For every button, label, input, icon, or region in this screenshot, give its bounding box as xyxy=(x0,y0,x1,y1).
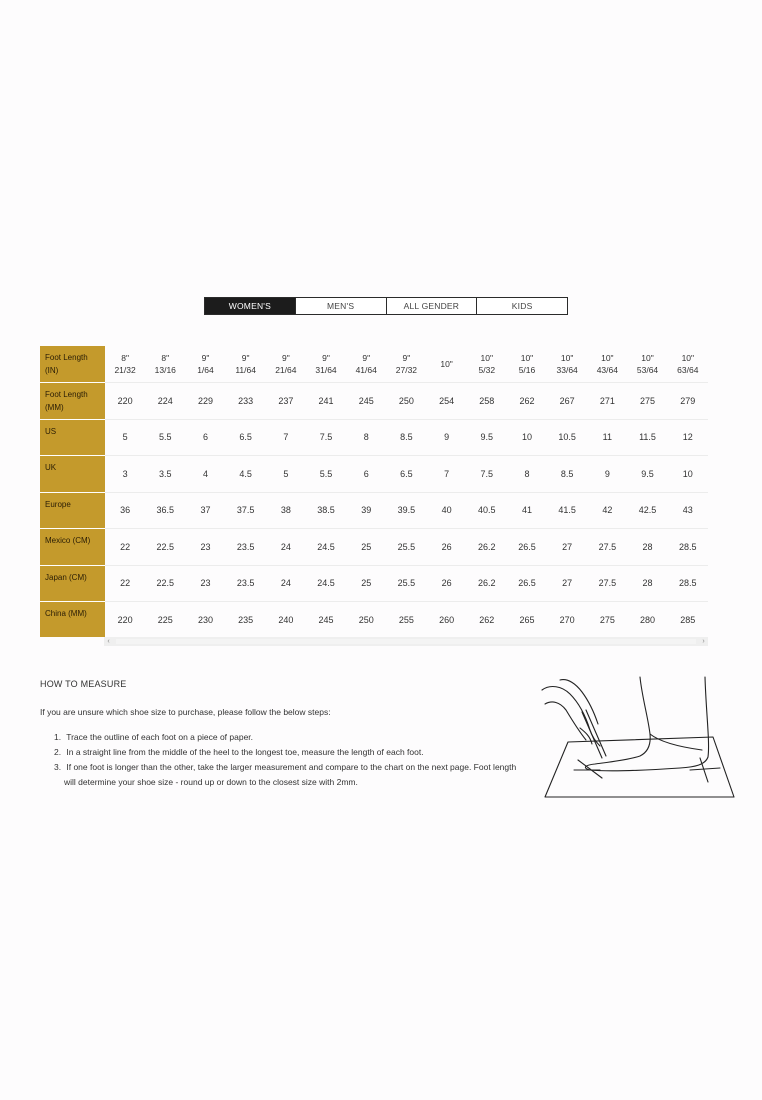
cell-value: 23 xyxy=(200,541,211,552)
table-cell xyxy=(547,419,587,456)
cell-value: 9.5 xyxy=(641,468,654,479)
table-cell xyxy=(185,492,225,529)
list-item: 3. If one foot is longer than the other, take the larger measurement and compare to the chart on the next page. Foot length will determine your shoe size - round up or down to the closest size with 2mm. xyxy=(54,762,517,787)
row-header: Mexico (CM) xyxy=(40,529,105,566)
cell-value: 10" xyxy=(480,353,494,363)
cell-value: 280 xyxy=(640,614,656,625)
table-cell xyxy=(145,492,185,529)
cell-value: 5 xyxy=(283,468,289,479)
cell-value: 27/32 xyxy=(395,365,418,375)
cell-value: 24.5 xyxy=(317,541,335,552)
table-cell xyxy=(547,565,587,602)
table-cell xyxy=(547,492,587,529)
table-cell xyxy=(668,565,708,602)
cell-value: 9" xyxy=(241,353,250,363)
cell-value: 9" xyxy=(281,353,290,363)
cell-value: 37 xyxy=(200,505,211,516)
table-cell xyxy=(145,565,185,602)
scroll-right-icon[interactable]: › xyxy=(702,638,705,645)
table-cell xyxy=(266,492,306,529)
cell-value: 265 xyxy=(519,614,535,625)
cell-value: 41/64 xyxy=(355,365,377,375)
table-cell xyxy=(386,602,426,638)
table-cell xyxy=(185,419,225,456)
table-cell xyxy=(266,456,306,493)
table-cell xyxy=(547,529,587,566)
cell-value: 26.2 xyxy=(478,541,496,552)
cell-value: 271 xyxy=(599,395,615,406)
table-cell xyxy=(306,602,346,638)
cell-value: 9 xyxy=(604,468,610,479)
table-cell xyxy=(105,565,145,602)
cell-value: 13/16 xyxy=(154,365,176,375)
cell-value: 24 xyxy=(280,578,291,589)
cell-value: 25 xyxy=(361,541,372,552)
table-cell xyxy=(627,419,667,456)
row-header: US xyxy=(40,419,105,456)
cell-value: 39.5 xyxy=(397,505,416,516)
table-cell xyxy=(467,529,507,566)
cell-value: 10.5 xyxy=(558,432,576,443)
cell-value: 8" xyxy=(121,353,129,363)
cell-value: 28.5 xyxy=(679,541,697,552)
table-cell xyxy=(105,529,145,566)
scroll-left-icon[interactable]: ‹ xyxy=(107,638,110,645)
cell-value: 41.5 xyxy=(558,505,576,516)
table-cell xyxy=(306,346,346,383)
table-row xyxy=(40,492,708,529)
cell-value: 8 xyxy=(524,468,530,479)
cell-value: 6.5 xyxy=(239,432,252,443)
table-cell xyxy=(427,602,467,638)
table-cell xyxy=(587,456,627,493)
cell-value: 5/16 xyxy=(518,365,536,375)
table-cell xyxy=(346,529,386,566)
size-chart-container[interactable] xyxy=(40,346,708,637)
cell-value: 254 xyxy=(439,395,455,406)
cell-value: 275 xyxy=(599,614,615,625)
cell-value: 27.5 xyxy=(598,541,617,552)
cell-value: 10" xyxy=(641,353,654,363)
table-cell xyxy=(105,602,145,638)
cell-value: 28 xyxy=(642,578,653,589)
cell-value: 6 xyxy=(363,468,369,479)
table-cell xyxy=(507,383,547,420)
cell-value: 11.5 xyxy=(639,432,656,443)
cell-value: 22.5 xyxy=(156,578,175,589)
table-cell xyxy=(306,456,346,493)
table-cell xyxy=(587,529,627,566)
tab-all-gender[interactable]: ALL GENDER xyxy=(386,298,477,314)
cell-value: 5.5 xyxy=(159,432,172,443)
table-cell xyxy=(185,383,225,420)
cell-value: 27 xyxy=(562,578,573,589)
cell-value: 10" xyxy=(681,353,695,363)
table-cell xyxy=(306,529,346,566)
cell-value: 279 xyxy=(680,395,696,406)
table-row xyxy=(40,529,708,566)
cell-value: 28.5 xyxy=(679,578,697,589)
table-cell xyxy=(668,492,708,529)
cell-value: 225 xyxy=(157,614,173,625)
table-cell xyxy=(185,346,225,383)
list-item: 1. Trace the outline of each foot on a piece of paper. xyxy=(54,732,254,742)
cell-value: 37.5 xyxy=(236,505,255,516)
table-cell xyxy=(668,346,708,383)
cell-value: 23 xyxy=(200,578,211,589)
cell-value: 10 xyxy=(521,432,532,443)
cell-value: 21/64 xyxy=(275,365,297,375)
cell-value: 28 xyxy=(642,541,653,552)
table-cell xyxy=(105,346,145,383)
cell-value: 235 xyxy=(238,614,254,625)
table-cell xyxy=(668,529,708,566)
cell-value: 22 xyxy=(120,578,131,589)
cell-value: 33/64 xyxy=(556,365,578,375)
table-cell xyxy=(507,602,547,638)
table-cell xyxy=(386,492,426,529)
cell-value: 5 xyxy=(122,432,128,443)
cell-value: 230 xyxy=(197,614,213,625)
cell-value: 8 xyxy=(363,432,369,443)
table-cell xyxy=(266,383,306,420)
cell-value: 7 xyxy=(444,468,450,479)
cell-value: 5/32 xyxy=(478,365,496,375)
table-row xyxy=(40,383,708,420)
table-cell xyxy=(346,602,386,638)
table-row xyxy=(40,346,708,383)
table-cell xyxy=(386,529,426,566)
cell-value: 224 xyxy=(157,395,173,406)
table-row xyxy=(40,602,708,638)
table-cell xyxy=(185,602,225,638)
cell-value: 9.5 xyxy=(480,432,494,443)
cell-value: 245 xyxy=(318,614,334,625)
table-cell xyxy=(587,492,627,529)
cell-value: 9" xyxy=(322,353,330,363)
tab-kids[interactable]: KIDS xyxy=(476,298,567,314)
table-cell xyxy=(266,346,306,383)
scrollbar-track[interactable] xyxy=(116,639,696,644)
table-cell xyxy=(627,346,667,383)
table-cell xyxy=(507,419,547,456)
cell-value: 258 xyxy=(479,395,495,406)
cell-value: 8" xyxy=(161,353,170,363)
table-cell xyxy=(226,456,266,493)
cell-value: 267 xyxy=(559,395,575,406)
cell-value: 255 xyxy=(398,614,414,625)
table-cell xyxy=(427,346,467,383)
table-cell xyxy=(627,456,667,493)
cell-value: 40.5 xyxy=(478,505,496,516)
table-cell xyxy=(627,565,667,602)
table-cell xyxy=(145,419,185,456)
cell-value: 26 xyxy=(441,541,452,552)
cell-value: 24 xyxy=(280,541,291,552)
cell-value: 6 xyxy=(202,432,208,443)
table-cell xyxy=(105,456,145,493)
cell-value: 12 xyxy=(682,432,693,443)
cell-value: 241 xyxy=(318,395,334,406)
table-cell xyxy=(145,456,185,493)
cell-value: 43/64 xyxy=(596,365,618,375)
cell-value: 233 xyxy=(238,395,254,406)
cell-value: 270 xyxy=(559,614,575,625)
cell-value: 250 xyxy=(358,614,374,625)
table-cell xyxy=(587,565,627,602)
cell-value: 26 xyxy=(441,578,452,589)
cell-value: 8.5 xyxy=(400,432,413,443)
cell-value: 22 xyxy=(120,541,131,552)
cell-value: 40 xyxy=(441,505,452,516)
table-cell xyxy=(266,529,306,566)
table-cell xyxy=(627,492,667,529)
cell-value: 24.5 xyxy=(317,578,335,589)
paper-shape xyxy=(545,737,734,797)
table-row xyxy=(40,456,708,493)
table-cell xyxy=(547,456,587,493)
table-cell xyxy=(226,383,266,420)
table-cell xyxy=(386,383,426,420)
row-header: China (MM) xyxy=(40,602,105,638)
table-cell xyxy=(306,383,346,420)
cell-value: 41 xyxy=(521,505,532,516)
cell-value: 3 xyxy=(122,468,128,479)
table-cell xyxy=(587,419,627,456)
horizontal-scrollbar[interactable] xyxy=(104,637,708,646)
table-cell xyxy=(507,346,547,383)
row-header: Europe xyxy=(40,492,105,529)
cell-value: 63/64 xyxy=(677,365,699,375)
table-cell xyxy=(547,383,587,420)
table-cell xyxy=(507,492,547,529)
table-cell xyxy=(507,529,547,566)
table-cell xyxy=(226,565,266,602)
table-cell xyxy=(427,565,467,602)
table-cell xyxy=(185,456,225,493)
table-row xyxy=(40,565,708,602)
table-cell xyxy=(386,419,426,456)
cell-value: 21/32 xyxy=(114,365,136,375)
cell-value: 10" xyxy=(601,353,614,363)
table-cell xyxy=(306,565,346,602)
table-cell xyxy=(226,492,266,529)
table-cell xyxy=(266,565,306,602)
table-cell xyxy=(467,456,507,493)
table-cell xyxy=(627,383,667,420)
cell-value: 9" xyxy=(201,353,210,363)
cell-value: 36 xyxy=(120,505,131,516)
cell-value: 38.5 xyxy=(317,505,335,516)
table-cell xyxy=(627,529,667,566)
cell-value: 7.5 xyxy=(319,432,333,443)
table-cell xyxy=(427,492,467,529)
cell-value: 229 xyxy=(197,395,213,406)
table-cell xyxy=(145,602,185,638)
table-cell xyxy=(346,565,386,602)
table-cell xyxy=(427,529,467,566)
cell-value: 42 xyxy=(602,505,613,516)
cell-value: 245 xyxy=(358,395,374,406)
table-cell xyxy=(346,456,386,493)
table-cell xyxy=(427,419,467,456)
cell-value: 237 xyxy=(278,395,294,406)
table-cell xyxy=(266,419,306,456)
cell-value: 26.2 xyxy=(478,578,496,589)
cell-value: 42.5 xyxy=(638,505,657,516)
row-header: UK xyxy=(40,456,105,493)
table-cell xyxy=(145,383,185,420)
table-cell xyxy=(226,419,266,456)
cell-value: 22.5 xyxy=(156,541,175,552)
table-cell xyxy=(467,565,507,602)
table-cell xyxy=(668,419,708,456)
cell-value: 240 xyxy=(278,614,294,625)
how-to-measure-title: HOW TO MEASURE xyxy=(40,679,127,689)
cell-value: 10" xyxy=(560,353,574,363)
cell-value: 9" xyxy=(402,353,411,363)
cell-value: 26.5 xyxy=(518,541,536,552)
table-cell xyxy=(306,492,346,529)
how-to-measure-intro: If you are unsure which shoe size to purchase, please follow the below steps: xyxy=(40,707,331,717)
table-cell xyxy=(226,529,266,566)
cell-value: 260 xyxy=(439,614,455,625)
list-item: 2. In a straight line from the middle of the heel to the longest toe, measure the length of each foot. xyxy=(54,747,424,757)
cell-value: 11/64 xyxy=(235,365,256,375)
row-header: Foot Length (MM) xyxy=(40,383,105,420)
table-cell xyxy=(346,419,386,456)
table-cell xyxy=(346,346,386,383)
cell-value: 4 xyxy=(202,468,208,479)
table-cell xyxy=(145,346,185,383)
table-cell xyxy=(467,419,507,456)
table-cell xyxy=(105,419,145,456)
cell-value: 53/64 xyxy=(636,365,659,375)
table-cell xyxy=(386,456,426,493)
size-chart-table xyxy=(40,346,708,637)
table-cell xyxy=(105,492,145,529)
cell-value: 27.5 xyxy=(598,578,617,589)
cell-value: 31/64 xyxy=(315,365,337,375)
table-cell xyxy=(266,602,306,638)
cell-value: 4.5 xyxy=(239,468,252,479)
table-cell xyxy=(547,602,587,638)
table-cell xyxy=(306,419,346,456)
cell-value: 250 xyxy=(398,395,414,406)
cell-value: 43 xyxy=(682,505,693,516)
cell-value: 220 xyxy=(117,614,133,625)
cell-value: 9 xyxy=(444,432,450,443)
table-cell xyxy=(467,383,507,420)
table-cell xyxy=(145,529,185,566)
table-cell xyxy=(587,346,627,383)
cell-value: 23.5 xyxy=(236,578,255,589)
table-cell xyxy=(507,565,547,602)
table-cell xyxy=(668,456,708,493)
cell-value: 7 xyxy=(283,432,289,443)
cell-value: 3.5 xyxy=(159,468,172,479)
cell-value: 39 xyxy=(361,505,372,516)
table-cell xyxy=(547,346,587,383)
table-cell xyxy=(467,346,507,383)
cell-value: 10" xyxy=(440,359,453,369)
cell-value: 23.5 xyxy=(236,541,255,552)
table-cell xyxy=(386,346,426,383)
table-cell xyxy=(346,492,386,529)
cell-value: 38 xyxy=(280,505,291,516)
table-cell xyxy=(346,383,386,420)
cell-value: 7.5 xyxy=(480,468,494,479)
foot-measure-illustration xyxy=(530,672,740,807)
cell-value: 25.5 xyxy=(397,578,416,589)
table-cell xyxy=(668,602,708,638)
table-cell xyxy=(427,383,467,420)
table-cell xyxy=(587,602,627,638)
cell-value: 8.5 xyxy=(560,468,574,479)
table-cell xyxy=(467,602,507,638)
cell-value: 9" xyxy=(362,353,371,363)
row-header: Foot Length (IN) xyxy=(40,346,105,383)
table-cell xyxy=(467,492,507,529)
cell-value: 10 xyxy=(682,468,693,479)
table-cell xyxy=(226,346,266,383)
table-cell xyxy=(386,565,426,602)
table-cell xyxy=(427,456,467,493)
cell-value: 285 xyxy=(680,614,696,625)
row-header: Japan (CM) xyxy=(40,565,105,602)
table-cell xyxy=(507,456,547,493)
cell-value: 5.5 xyxy=(319,468,333,479)
table-cell xyxy=(185,565,225,602)
cell-value: 25.5 xyxy=(397,541,416,552)
cell-value: 262 xyxy=(519,395,535,406)
tab-womens[interactable]: WOMEN'S xyxy=(205,298,295,314)
tab-mens[interactable]: MEN'S xyxy=(295,298,386,314)
table-cell xyxy=(185,529,225,566)
table-cell xyxy=(587,383,627,420)
cell-value: 275 xyxy=(640,395,656,406)
gender-tabs xyxy=(204,297,568,315)
table-cell xyxy=(105,383,145,420)
cell-value: 10" xyxy=(520,353,534,363)
cell-value: 1/64 xyxy=(197,365,214,375)
cell-value: 25 xyxy=(361,578,372,589)
cell-value: 220 xyxy=(117,395,133,406)
cell-value: 27 xyxy=(562,541,573,552)
table-cell xyxy=(226,602,266,638)
cell-value: 36.5 xyxy=(156,505,175,516)
cell-value: 11 xyxy=(602,432,613,443)
table-cell xyxy=(668,383,708,420)
table-row xyxy=(40,419,708,456)
measure-steps xyxy=(40,730,530,790)
cell-value: 26.5 xyxy=(518,578,536,589)
cell-value: 262 xyxy=(479,614,495,625)
table-cell xyxy=(627,602,667,638)
cell-value: 6.5 xyxy=(400,468,413,479)
